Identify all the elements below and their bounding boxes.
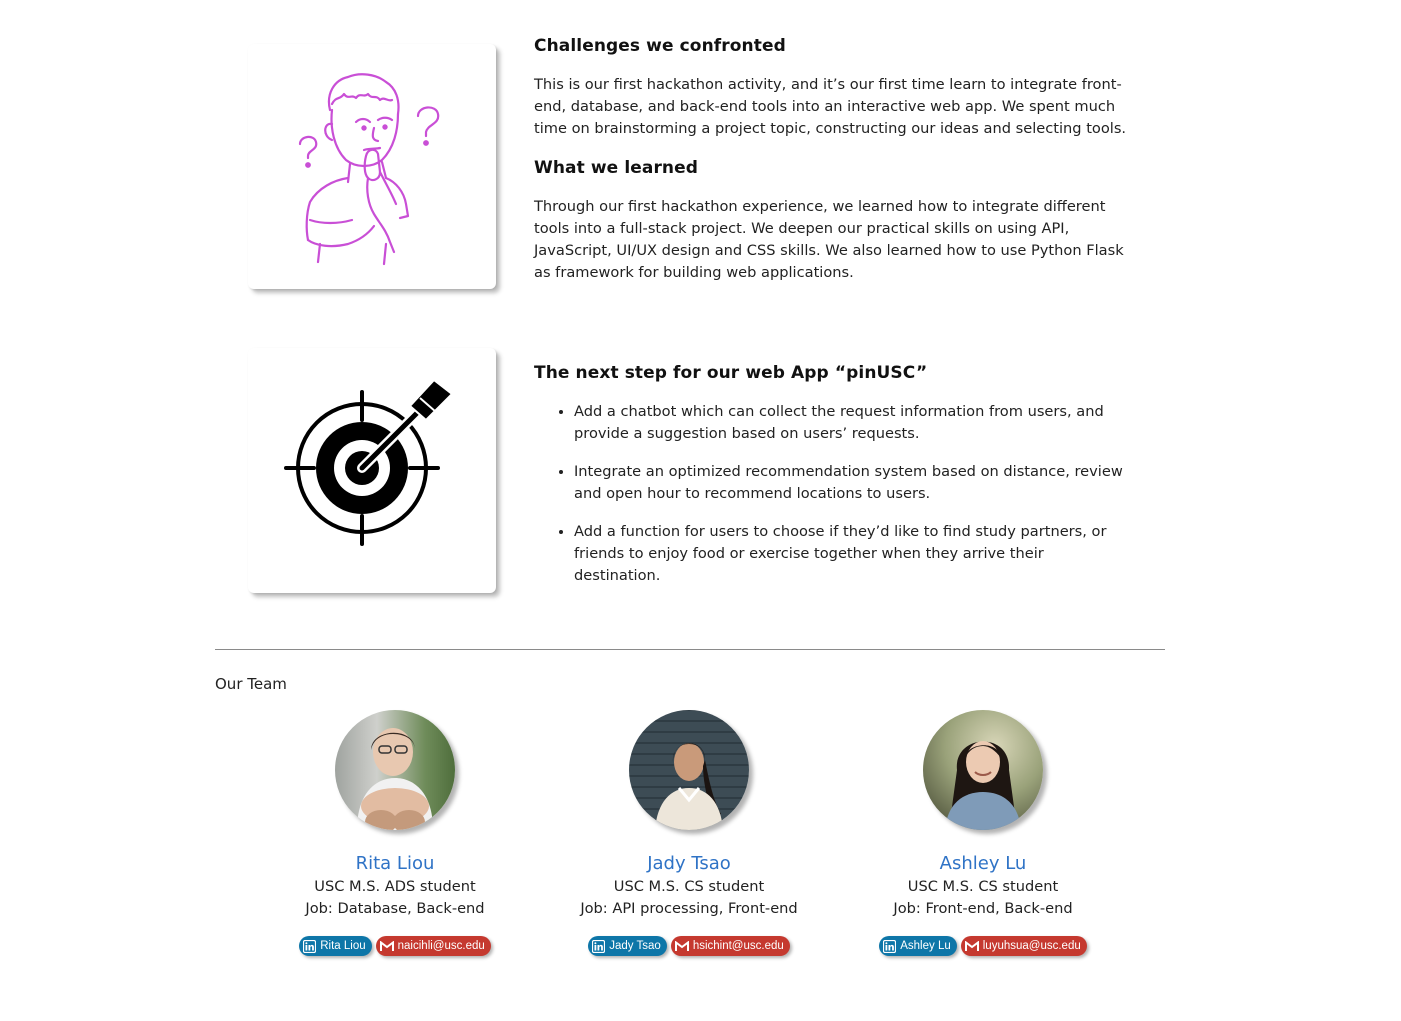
list-item: • Add a function for users to choose if they’d like to find study partners, or friends to enjoy food or exercise together when they arrive their destination.: [574, 521, 1134, 587]
email-label: naicihli@usc.edu: [397, 940, 485, 952]
member-name: Jady Tsao: [647, 853, 731, 874]
email-badge[interactable]: [671, 936, 790, 956]
linkedin-icon: [592, 940, 605, 953]
member-job: Job: API processing, Front-end: [580, 900, 798, 917]
team-member-ashley: [853, 710, 1113, 956]
linkedin-icon: [303, 940, 316, 953]
next-step-heading: The next step for our web App “pinUSC”: [534, 363, 928, 383]
avatar: [923, 710, 1043, 830]
list-item: • Integrate an optimized recommendation system based on distance, review and open hour to recommend locations to users.: [574, 461, 1134, 505]
next-step-list: [534, 401, 1134, 587]
member-job: Job: Database, Back-end: [305, 900, 485, 917]
linkedin-label: Jady Tsao: [609, 940, 661, 952]
gmail-icon: [380, 941, 394, 952]
member-badges: [853, 936, 1113, 956]
avatar: [335, 710, 455, 830]
target-arrow-icon: [248, 348, 496, 593]
member-degree: USC M.S. ADS student: [314, 878, 476, 895]
section-divider: [215, 649, 1165, 650]
challenges-text-column: [534, 36, 1144, 284]
linkedin-label: Rita Liou: [320, 940, 366, 952]
member-badges: [559, 936, 819, 956]
thinking-person-card: [248, 44, 496, 289]
gmail-icon: [965, 941, 979, 952]
linkedin-icon: [883, 940, 896, 953]
member-badges: [265, 936, 525, 956]
team-title: Our Team: [215, 675, 287, 693]
member-degree: USC M.S. CS student: [613, 878, 765, 895]
member-name: Ashley Lu: [939, 853, 1027, 874]
avatar-photo-rita: [335, 710, 455, 830]
email-badge[interactable]: [961, 936, 1087, 956]
email-badge[interactable]: [376, 936, 491, 956]
linkedin-badge[interactable]: [588, 936, 667, 956]
member-degree: USC M.S. CS student: [907, 878, 1059, 895]
member-job: Job: Front-end, Back-end: [893, 900, 1073, 917]
learned-paragraph: Through our first hackathon experience, we learned how to integrate different tools into a full-stack project. We deepen our practical skills on using API, JavaScript, UI/UX design and CSS skills. We also learned how to use Python Flask as framework for building web applications.: [534, 198, 1124, 281]
email-label: hsichint@usc.edu: [692, 940, 784, 952]
avatar-photo-jady: [629, 710, 749, 830]
linkedin-badge[interactable]: [879, 936, 957, 956]
challenges-paragraph: This is our first hackathon activity, and it’s our first time learn to integrate front-end, database, and back-end tools into an interactive web app. We spent much time on brainstorming a project topic, constructing our ideas and selecting tools.: [534, 76, 1127, 137]
avatar: [629, 710, 749, 830]
gmail-icon: [675, 941, 689, 952]
team-member-jady: [559, 710, 819, 956]
avatar-photo-ashley: [923, 710, 1043, 830]
member-name: Rita Liou: [355, 853, 435, 874]
team-member-rita: [265, 710, 525, 956]
learned-heading: What we learned: [534, 158, 699, 178]
challenges-heading: Challenges we confronted: [534, 36, 786, 56]
linkedin-badge[interactable]: [299, 936, 371, 956]
list-item: • Add a chatbot which can collect the request information from users, and provide a suggestion based on users’ requests.: [574, 401, 1134, 445]
next-step-text-column: [534, 363, 1144, 603]
thinking-person-illustration: [248, 44, 496, 289]
linkedin-label: Ashley Lu: [900, 940, 951, 952]
target-card: [248, 348, 496, 593]
email-label: luyuhsua@usc.edu: [982, 940, 1081, 952]
